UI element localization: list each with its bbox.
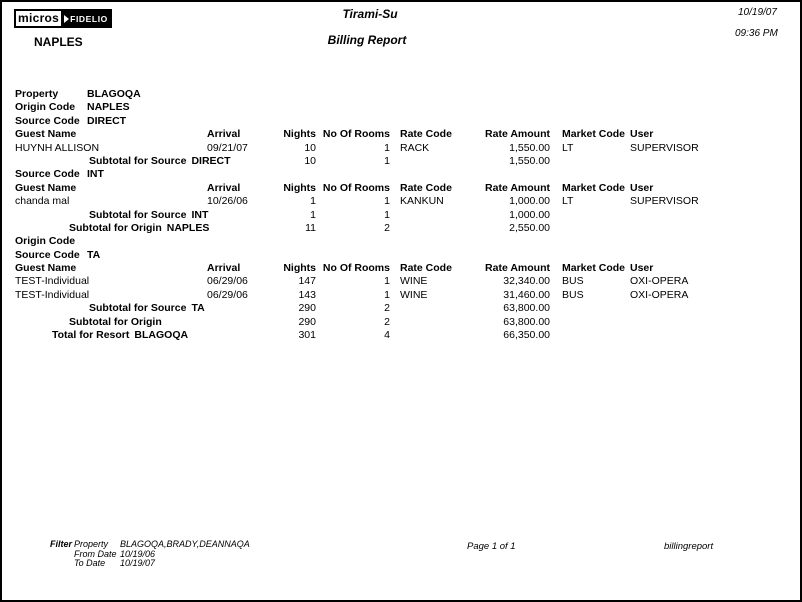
column-header-nights: Nights — [283, 181, 316, 194]
page-number: Page 1 of 1 — [467, 541, 516, 552]
subtotal-nights: 290 — [298, 302, 316, 315]
cell-rate-code: WINE — [400, 288, 428, 301]
cell-guest-name: chanda mal — [15, 195, 70, 208]
cell-arrival: 09/21/07 — [207, 141, 248, 154]
filter-line — [74, 559, 250, 569]
subtotal-nights: 11 — [305, 221, 316, 234]
property-name: NAPLES — [34, 35, 83, 49]
report-row-subtotal_source — [2, 209, 800, 222]
column-header-market-code: Market Code — [562, 128, 626, 141]
fidelio-logo-text: FIDELIO — [70, 13, 108, 24]
subtotal-label-text: Subtotal for Source — [89, 302, 187, 315]
report-row-subtotal_source — [2, 302, 800, 315]
subtotal-code: INT — [191, 208, 209, 221]
cell-rate-amount: 1,550.00 — [509, 141, 550, 154]
cell-rate-code: WINE — [400, 275, 428, 288]
subtotal-code: BLAGOQA — [134, 329, 189, 342]
report-date: 10/19/07 — [738, 7, 777, 18]
column-header-nights: Nights — [283, 262, 316, 275]
subtotal-label-text: Subtotal for Source — [89, 154, 187, 167]
subtotal-rooms: 4 — [384, 329, 390, 342]
subtotal-rooms: 2 — [384, 315, 390, 328]
report-row-header — [2, 262, 800, 275]
report-row-info — [2, 249, 800, 262]
cell-market-code: LT — [562, 141, 574, 154]
report-row-subtotal_source — [2, 155, 800, 168]
column-header-rooms: No Of Rooms — [322, 181, 390, 194]
filter-line-label: From Date — [74, 548, 117, 559]
cell-user: SUPERVISOR — [630, 141, 699, 154]
cell-nights: 1 — [310, 195, 316, 208]
filter-line-value: 10/19/06 — [120, 548, 156, 559]
report-row-data — [2, 195, 800, 208]
info-label: Origin Code — [15, 235, 76, 248]
report-row-info — [2, 115, 800, 128]
subtotal-nights: 301 — [298, 329, 316, 342]
column-header-guest: Guest Name — [15, 128, 77, 141]
cell-guest-name: TEST-Individual — [15, 275, 90, 288]
report-row-info — [2, 168, 800, 181]
cell-market-code: BUS — [562, 275, 584, 288]
column-header-arrival: Arrival — [207, 128, 241, 141]
subtotal-label-text: Subtotal for Origin — [69, 315, 162, 328]
cell-user: SUPERVISOR — [630, 195, 699, 208]
subtotal-rate-amount: 1,000.00 — [509, 208, 550, 221]
subtotal-nights: 1 — [310, 208, 316, 221]
column-header-user: User — [630, 128, 654, 141]
filter-line-value: 10/19/07 — [120, 558, 156, 568]
column-header-user: User — [630, 262, 654, 275]
info-value: NAPLES — [87, 101, 130, 114]
cell-rate-amount: 1,000.00 — [509, 195, 550, 208]
subtotal-label — [69, 316, 167, 329]
subtotal-rooms: 2 — [384, 302, 390, 315]
cell-market-code: LT — [562, 195, 574, 208]
column-header-rooms: No Of Rooms — [322, 128, 390, 141]
cell-rooms: 1 — [384, 141, 390, 154]
subtotal-rate-amount: 1,550.00 — [509, 154, 550, 167]
cell-guest-name: TEST-Individual — [15, 288, 90, 301]
report-row-info — [2, 235, 800, 248]
column-header-arrival: Arrival — [207, 262, 241, 275]
report-row-header — [2, 128, 800, 141]
subtotal-rooms: 1 — [384, 154, 390, 167]
report-row-header — [2, 182, 800, 195]
subtotal-label-text: Total for Resort — [52, 329, 130, 342]
report-row-data — [2, 289, 800, 302]
subtotal-code: DIRECT — [191, 154, 231, 167]
report-title: Billing Report — [327, 33, 407, 47]
report-row-total — [2, 329, 800, 342]
subtotal-rate-amount: 2,550.00 — [509, 221, 550, 234]
filter-lines — [74, 540, 250, 569]
info-value: TA — [87, 248, 101, 261]
report-name: Tirami-Su — [342, 7, 398, 21]
cell-rooms: 1 — [384, 195, 390, 208]
subtotal-rate-amount: 63,800.00 — [503, 302, 550, 315]
cell-arrival: 06/29/06 — [207, 288, 248, 301]
cell-arrival: 06/29/06 — [207, 275, 248, 288]
cell-nights: 147 — [298, 275, 316, 288]
cell-nights: 10 — [304, 141, 316, 154]
cell-rate-code: KANKUN — [400, 195, 444, 208]
info-label: Property — [15, 88, 59, 100]
info-value: BLAGOQA — [87, 88, 141, 100]
info-value: INT — [87, 168, 104, 181]
info-label: Origin Code — [15, 101, 76, 114]
info-label: Source Code — [15, 168, 80, 181]
cell-user: OXI-OPERA — [630, 288, 689, 301]
column-header-arrival: Arrival — [207, 181, 241, 194]
column-header-nights: Nights — [283, 128, 316, 141]
filter-line-value: BLAGOQA,BRADY,DEANNAQA — [120, 539, 250, 549]
cell-user: OXI-OPERA — [630, 275, 689, 288]
info-value: DIRECT — [87, 114, 127, 127]
subtotal-rooms: 2 — [384, 221, 390, 234]
report-row-data — [2, 142, 800, 155]
subtotal-code: NAPLES — [166, 221, 210, 234]
column-header-rate-code: Rate Code — [400, 262, 452, 275]
cell-rooms: 1 — [384, 288, 390, 301]
micros-logo-text: micros — [14, 9, 63, 28]
info-label: Source Code — [15, 114, 80, 127]
subtotal-label-text: Subtotal for Origin — [69, 221, 162, 234]
column-header-market-code: Market Code — [562, 181, 626, 194]
subtotal-label — [89, 155, 231, 168]
cell-arrival: 10/26/06 — [207, 195, 248, 208]
cell-market-code: BUS — [562, 288, 584, 301]
subtotal-rooms: 1 — [384, 208, 390, 221]
subtotal-label — [89, 302, 205, 315]
subtotal-label-text: Subtotal for Source — [89, 208, 187, 221]
subtotal-rate-amount: 66,350.00 — [503, 329, 550, 342]
cell-rate-amount: 32,340.00 — [503, 275, 550, 288]
column-header-guest: Guest Name — [15, 181, 77, 194]
subtotal-nights: 290 — [298, 315, 316, 328]
billing-report-table — [2, 88, 800, 342]
cell-rooms: 1 — [384, 275, 390, 288]
subtotal-nights: 10 — [304, 154, 316, 167]
report-row-subtotal_origin — [2, 316, 800, 329]
column-header-user: User — [630, 181, 654, 194]
report-row-info — [2, 101, 800, 114]
column-header-guest: Guest Name — [15, 262, 77, 275]
subtotal-label — [89, 209, 208, 222]
column-header-rate-code: Rate Code — [400, 181, 452, 194]
filter-label: Filter — [50, 539, 73, 549]
subtotal-rate-amount: 63,800.00 — [503, 315, 550, 328]
filter-line-label: To Date — [74, 558, 106, 568]
column-header-rate-amount: Rate Amount — [485, 128, 550, 141]
report-time: 09:36 PM — [735, 28, 778, 39]
cell-nights: 143 — [298, 288, 316, 301]
column-header-rooms: No Of Rooms — [322, 262, 390, 275]
column-header-rate-code: Rate Code — [400, 128, 452, 141]
info-label: Source Code — [15, 248, 80, 261]
column-header-rate-amount: Rate Amount — [485, 181, 550, 194]
subtotal-label — [52, 329, 188, 342]
filter-block — [50, 540, 250, 569]
subtotal-label — [69, 222, 209, 235]
column-header-market-code: Market Code — [562, 262, 626, 275]
cell-rate-code: RACK — [400, 141, 430, 154]
column-header-rate-amount: Rate Amount — [485, 262, 550, 275]
report-row-info — [2, 88, 800, 101]
report-file-name: billingreport — [664, 541, 714, 552]
cell-guest-name: HUYNH ALLISON — [15, 141, 100, 154]
subtotal-code: TA — [191, 302, 205, 315]
report-row-data — [2, 275, 800, 288]
cell-rate-amount: 31,460.00 — [503, 288, 550, 301]
report-row-subtotal_origin — [2, 222, 800, 235]
filter-line-label: Property — [74, 539, 109, 549]
